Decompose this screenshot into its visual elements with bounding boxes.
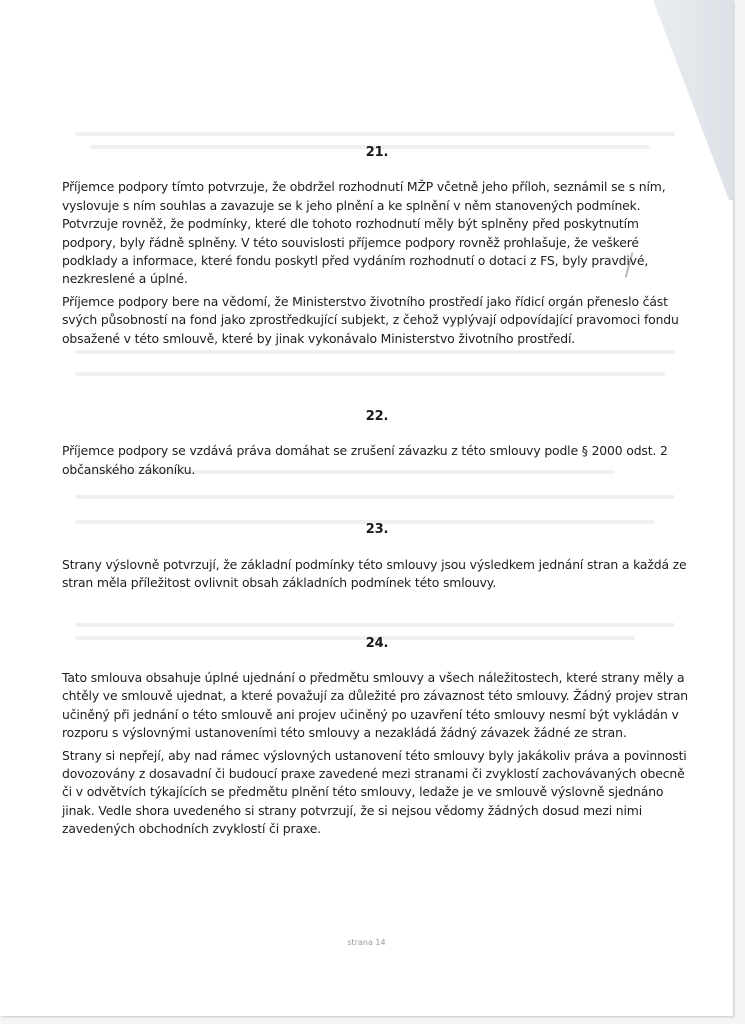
section-24 <box>62 635 692 839</box>
section-paragraph: Strany výslovně potvrzují, že základní podmínky této smlouvy jsou výsledkem jednání stran a každá ze stran měla příležitost ovlivnit obsah základních podmínek této smlouvy. <box>62 556 687 591</box>
page-number-footer: strana 14 <box>347 938 386 947</box>
section-paragraph: Strany si nepřejí, aby nad rámec výslovných ustanovení této smlouvy byly jakákoliv práva a povinnosti dovozovány z dosavadní či budoucí praxe zavedené mezi stranami či zvyklostí zachovávaných obecně či v odvětvích týkajících se předmětu plnění této smlouvy, ledaže je ve smlouvě výslovně sjednáno jinak. Vedle shora uvedeného si strany potvrzují, že si nejsou vědomy žádných dosud mezi nimi zavedených obchodních zvyklostí či praxe. <box>62 747 687 837</box>
section-number: 23. <box>365 522 389 538</box>
section-paragraph: Příjemce podpory se vzdává práva domáhat se zrušení závazku z této smlouvy podle § 2000 odst. 2 občanského zákoníku. <box>62 443 668 477</box>
section-paragraph: Příjemce podpory bere na vědomí, že Ministerstvo životního prostředí jako řídicí orgán přeneslo část svých působností na fond jako zprostředkující subjekt, z čehož vyplývají odpovídající pravomoci fondu obsažené v této smlouvě, které by jinak vykonávalo Ministerstvo životního prostředí. <box>62 293 679 346</box>
section-paragraph: Tato smlouva obsahuje úplné ujednání o předmětu smlouvy a všech náležitostech, které strany měly a chtěly ve smlouvě ujednat, a které považují za důležité pro závaznost této smlouvy. Žádný projev stran učiněný při jednání o této smlouvě ani projev učiněný po uzavření této smlouvy nesmí být vykládán v rozporu s výslovnými ustanoveními této smlouvy a nezakládá žádný závazek žádné ze stran. <box>62 669 689 741</box>
section-23 <box>62 521 692 592</box>
section-21 <box>62 144 692 348</box>
section-22 <box>62 408 692 479</box>
document-body <box>62 144 692 839</box>
section-number: 24. <box>365 635 389 651</box>
section-number: 22. <box>365 409 389 425</box>
bleed-through-line <box>75 132 675 136</box>
section-number: 21. <box>365 145 389 160</box>
section-paragraph: Příjemce podpory tímto potvrzuje, že obdržel rozhodnutí MŽP včetně jeho příloh, seznámil se s ním, vyslovuje s ním souhlas a zavazuje se k jeho plnění a ke splnění v něm stanovených podmínek. Potvrzuje rovněž, že podmínky, které dle tohoto rozhodnutí měly být splněny před poskytnutím podpory, byly řádně splněny. V této souvislosti příjemce podpory rovněž prohlašuje, že veškeré podklady a informace, které fondu poskytl před vydáním rozhodnutí o dotaci z FS, byly pravdivé, nezkreslené a úplné. <box>62 179 666 287</box>
